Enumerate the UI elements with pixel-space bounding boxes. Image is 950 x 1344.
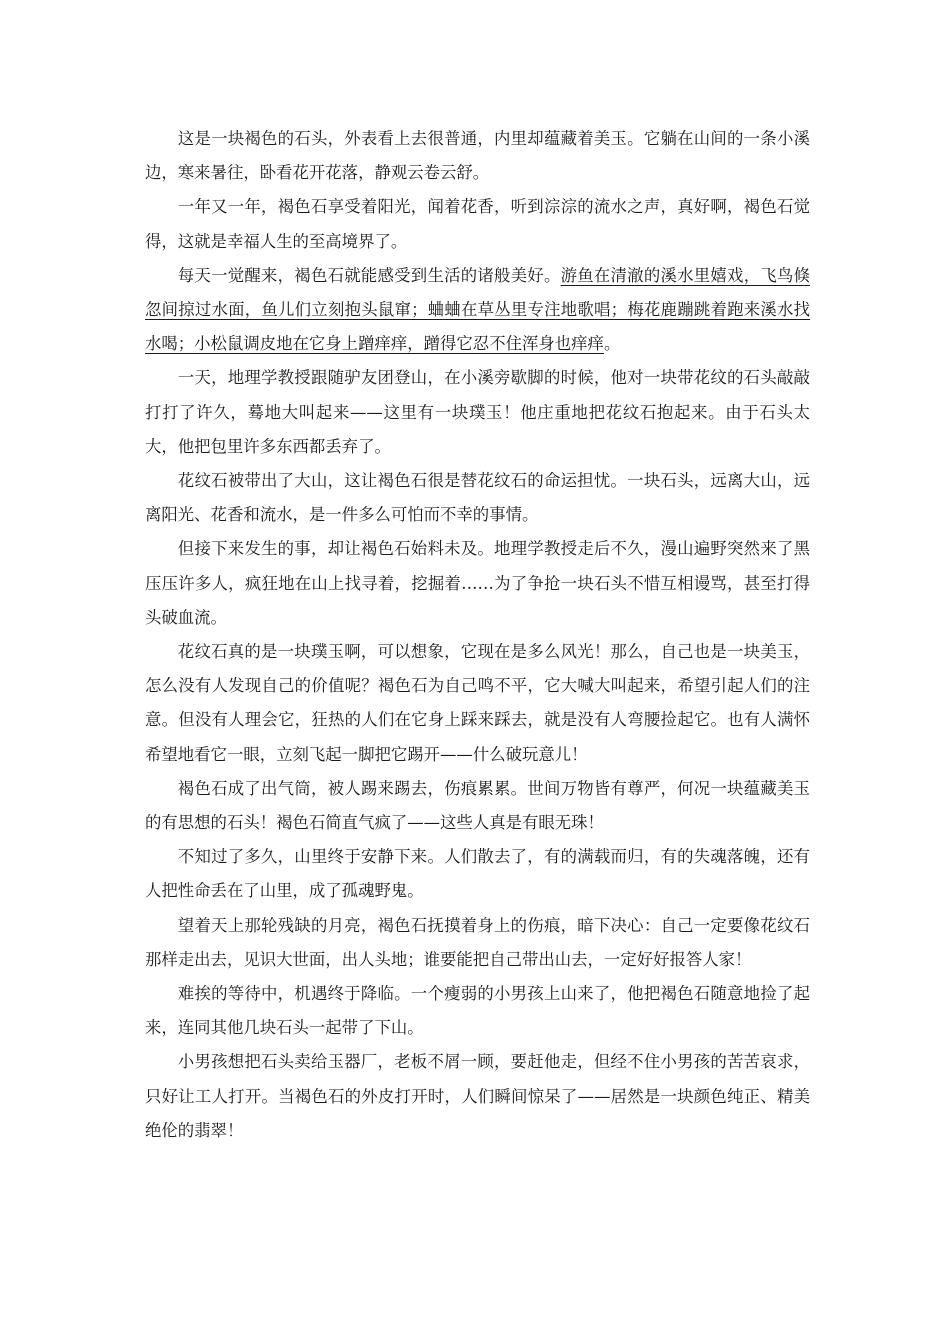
paragraph-5-text: 花纹石被带出了大山，这让褐色石很是替花纹石的命运担忧。一块石头，远离大山，远离阳光、花香和流水，是一件多么可怕而不幸的事情。 [145, 471, 810, 525]
paragraph-1-text: 这是一块褐色的石头，外表看上去很普通，内里却蕴藏着美玉。它躺在山间的一条小溪边，寒来暑往，卧看花开花落，静观云卷云舒。 [145, 129, 810, 183]
paragraph-3 [145, 259, 810, 362]
paragraph-9 [145, 840, 810, 908]
paragraph-7-text: 花纹石真的是一块璞玉啊，可以想象，它现在是多么风光！那么，自己也是一块美玉，怎么没有人发现自己的价值呢？褐色石为自己鸣不平，它大喊大叫起来，希望引起人们的注意。但没有人理会它，狂热的人们在它身上踩来踩去，就是没有人弯腰捡起它。也有人满怀希望地看它一眼，立刻飞起一脚把它踢开——什么破玩意儿！ [145, 642, 810, 764]
paragraph-10-text: 望着天上那轮残缺的月亮，褐色石抚摸着身上的伤痕，暗下决心：自己一定要像花纹石那样走出去，见识大世面，出人头地；谁要能把自己带出山去，一定好好报答人家！ [145, 915, 810, 969]
paragraph-2 [145, 190, 810, 258]
paragraph-10 [145, 909, 810, 977]
paragraph-3-text: 每天一觉醒来，褐色石就能感受到生活的诸般美好。 [177, 265, 561, 285]
paragraph-1 [145, 122, 810, 190]
paragraph-5 [145, 464, 810, 532]
paragraph-6 [145, 532, 810, 635]
paragraph-3-tail: 。 [603, 334, 621, 354]
document-page [145, 122, 810, 1148]
paragraph-4 [145, 361, 810, 464]
paragraph-12 [145, 1045, 810, 1148]
paragraph-11-text: 难挨的等待中，机遇终于降临。一个瘦弱的小男孩上山来了，他把褐色石随意地捡了起来，连同其他几块石头一起带了下山。 [145, 984, 810, 1038]
paragraph-7 [145, 635, 810, 772]
paragraph-11 [145, 977, 810, 1045]
paragraph-2-text: 一年又一年，褐色石享受着阳光，闻着花香，听到淙淙的流水之声，真好啊，褐色石觉得，这就是幸福人生的至高境界了。 [145, 197, 810, 251]
paragraph-8-text: 褐色石成了出气筒，被人踢来踢去，伤痕累累。世间万物皆有尊严，何况一块蕴藏美玉的有思想的石头！褐色石简直气疯了——这些人真是有眼无珠！ [145, 778, 810, 833]
paragraph-8 [145, 772, 810, 840]
paragraph-4-text: 一天，地理学教授跟随驴友团登山，在小溪旁歇脚的时候，他对一块带花纹的石头敲敲打打了许久，蓦地大叫起来——这里有一块璞玉！他庄重地把花纹石抱起来。由于石头太大，他把包里许多东西都丢弃了。 [145, 368, 810, 456]
paragraph-6-text: 但接下来发生的事，却让褐色石始料未及。地理学教授走后不久，漫山遍野突然来了黑压压许多人，疯狂地在山上找寻着，挖掘着……为了争抢一块石头不惜互相谩骂，甚至打得头破血流。 [145, 539, 810, 627]
underlined-passage: 游鱼在清澈的溪水里嬉戏，飞鸟倏忽间掠过水面，鱼儿们立刻抱头鼠窜；蛐蛐在草丛里专注地歌唱；梅花鹿蹦跳着跑来溪水找水喝；小松鼠调皮地在它身上蹭痒痒，蹭得它忍不住浑身也痒痒 [145, 265, 811, 354]
paragraph-9-text: 不知过了多久，山里终于安静下来。人们散去了，有的满载而归，有的失魂落魄，还有人把性命丢在了山里，成了孤魂野鬼。 [145, 847, 810, 901]
paragraph-12-text: 小男孩想把石头卖给玉器厂，老板不屑一顾，要赶他走，但经不住小男孩的苦苦哀求，只好让工人打开。当褐色石的外皮打开时，人们瞬间惊呆了——居然是一块颜色纯正、精美绝伦的翡翠！ [145, 1052, 810, 1140]
